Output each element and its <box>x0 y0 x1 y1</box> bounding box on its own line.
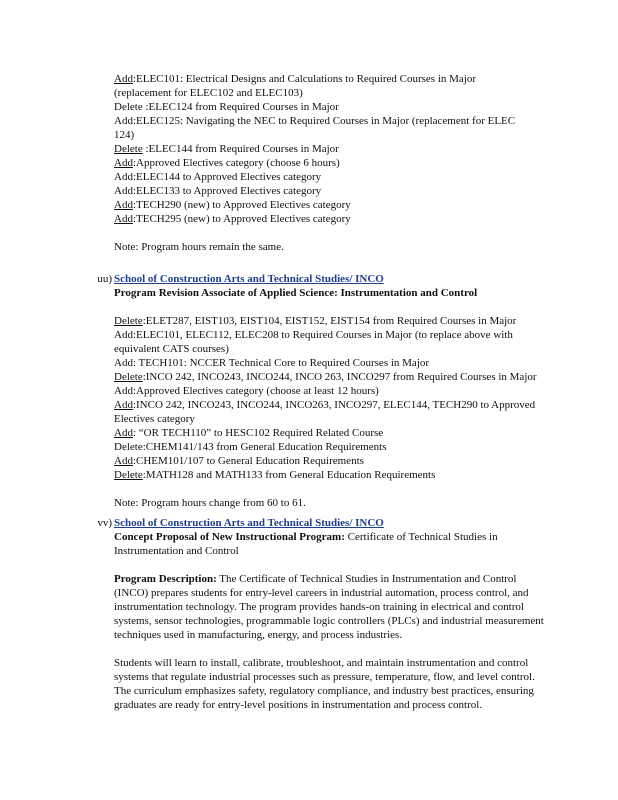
change-text: Electives category <box>114 413 195 425</box>
change-line <box>114 398 544 412</box>
change-line <box>114 128 544 142</box>
change-line <box>114 86 544 100</box>
change-line <box>114 454 544 468</box>
change-line <box>114 100 544 114</box>
change-action: Delete <box>114 143 143 155</box>
change-text: Add:ELEC125: Navigating the NEC to Required Courses in Major (replacement for ELEC <box>114 115 516 127</box>
change-action: Add <box>114 199 133 211</box>
change-action: Delete <box>114 371 143 383</box>
change-text: :MATH128 and MATH133 from General Education Requirements <box>142 469 436 481</box>
change-text: Add: TECH101: NCCER Technical Core to Required Courses in Major <box>114 357 430 369</box>
program-description-text: The Certificate of Technical Studies in Instrumentation and Control (INCO) prepares students for entry-level careers in industrial automation, process control, and instrumentation technology. The program provides hands-on training in electrical and control systems, sensor technologies, programmable logic controllers (PLCs) and industrial measurement techniques used in manufacturing, energy, and process industries. <box>114 573 544 641</box>
section-marker-uu: uu) <box>97 273 112 285</box>
section-heading-uu[interactable]: School of Construction Arts and Technical Studies/ INCO <box>114 273 384 285</box>
change-text: Add:ELEC144 to Approved Electives category <box>114 171 322 183</box>
change-text: : “OR TECH110” to HESC102 Required Related Course <box>132 427 384 439</box>
change-action: Add <box>114 399 133 411</box>
top-change-list <box>114 72 544 254</box>
change-text: Add:ELEC133 to Approved Electives category <box>114 185 322 197</box>
change-text: :INCO 242, INCO243, INCO244, INCO263, INCO297, ELEC144, TECH290 to Approved <box>132 399 536 411</box>
change-line <box>114 114 544 128</box>
change-action: Add <box>114 213 133 225</box>
change-action: Add <box>114 73 133 85</box>
change-text: :Approved Electives category (choose 6 hours) <box>132 157 340 169</box>
change-line <box>114 412 544 426</box>
change-line <box>114 356 544 370</box>
change-action: Add <box>114 157 133 169</box>
change-text: :ELEC144 from Required Courses in Major <box>142 143 339 155</box>
change-line <box>114 72 544 86</box>
section-title-vv-line2: Instrumentation and Control <box>114 545 239 557</box>
top-note: Note: Program hours remain the same. <box>114 241 284 253</box>
change-text: Delete:CHEM141/143 from General Education Requirements <box>114 441 387 453</box>
change-text: :ELET287, EIST103, EIST104, EIST152, EIST154 from Required Courses in Major <box>142 315 517 327</box>
section-marker-vv: vv) <box>97 517 112 529</box>
change-action: Add <box>114 427 133 439</box>
change-text: :TECH295 (new) to Approved Electives category <box>132 213 351 225</box>
change-text: equivalent CATS courses) <box>114 343 229 355</box>
section-uu <box>114 272 544 510</box>
program-description-paragraph-2: Students will learn to install, calibrate, troubleshoot, and maintain instrumentation and control systems that regulate industrial processes such as pressure, temperature, flow, and level control. The curriculum emphasizes safety, regulatory compliance, and industry best practices, ensuring graduates are ready for entry-level positions in instrumentation and process control. <box>114 657 535 711</box>
change-line <box>114 440 544 454</box>
section-title-uu: Program Revision Associate of Applied Science: Instrumentation and Control <box>114 287 478 299</box>
section-title-vv-bold: Concept Proposal of New Instructional Program: <box>114 531 345 543</box>
change-action: Add <box>114 455 133 467</box>
change-line <box>114 170 544 184</box>
change-line <box>114 468 544 482</box>
program-description-label: Program Description: <box>114 573 217 585</box>
change-action: Delete <box>114 469 143 481</box>
change-line <box>114 212 544 226</box>
program-description <box>114 572 544 642</box>
change-line <box>114 184 544 198</box>
change-line <box>114 314 544 328</box>
section-title-vv <box>114 530 544 544</box>
section-vv <box>114 516 544 712</box>
change-line <box>114 198 544 212</box>
change-line <box>114 328 544 342</box>
change-text: :TECH290 (new) to Approved Electives category <box>132 199 351 211</box>
change-action: Delete <box>114 315 143 327</box>
change-text: Add:Approved Electives category (choose at least 12 hours) <box>114 385 379 397</box>
change-text: :ELEC101: Electrical Designs and Calculations to Required Courses in Major <box>132 73 477 85</box>
change-text: :INCO 242, INCO243, INCO244, INCO 263, INCO297 from Required Courses in Major <box>142 371 537 383</box>
change-line <box>114 156 544 170</box>
change-line <box>114 384 544 398</box>
section-heading-vv[interactable]: School of Construction Arts and Technical Studies/ INCO <box>114 517 384 529</box>
uu-note: Note: Program hours change from 60 to 61. <box>114 497 306 509</box>
change-line <box>114 342 544 356</box>
change-text: 124) <box>114 129 135 141</box>
change-text: :CHEM101/107 to General Education Requirements <box>132 455 364 467</box>
change-line <box>114 370 544 384</box>
change-text: (replacement for ELEC102 and ELEC103) <box>114 87 303 99</box>
change-text: Add:ELEC101, ELEC112, ELEC208 to Required Courses in Major (to replace above with <box>114 329 513 341</box>
change-line <box>114 426 544 440</box>
change-line <box>114 142 544 156</box>
change-text: Delete :ELEC124 from Required Courses in Major <box>114 101 339 113</box>
section-title-vv-rest: Certificate of Technical Studies in <box>344 531 498 543</box>
